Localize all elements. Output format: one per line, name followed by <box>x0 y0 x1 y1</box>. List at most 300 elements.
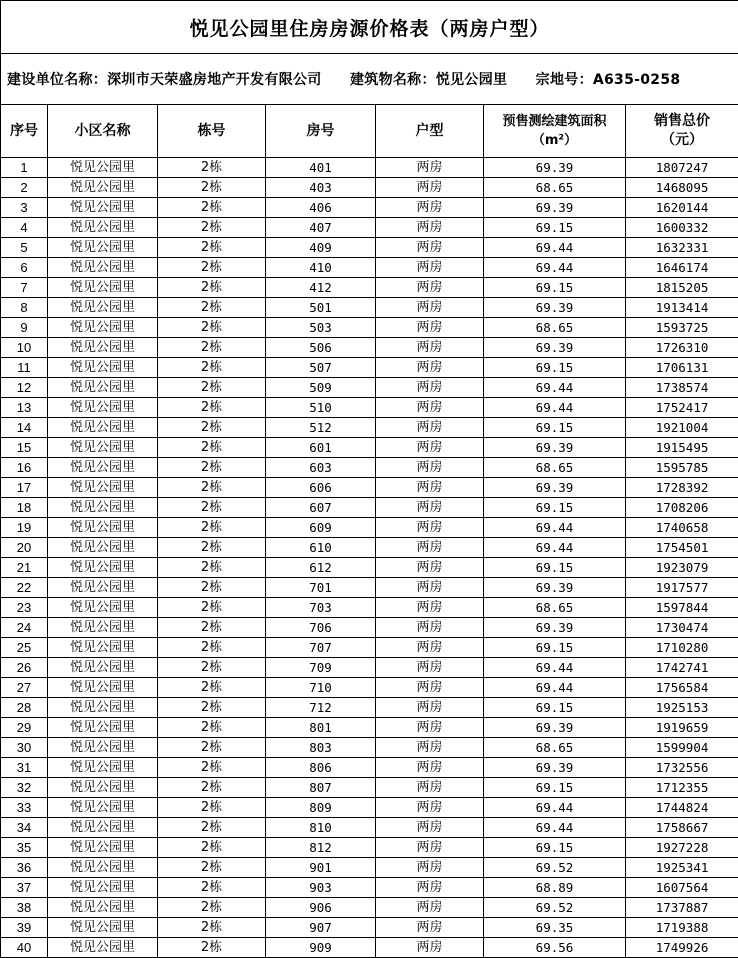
building-label: 建筑物名称： <box>350 72 436 88</box>
cell-layout: 两房 <box>376 698 484 718</box>
cell-room: 707 <box>266 638 376 658</box>
cell-community: 悦见公园里 <box>48 598 158 618</box>
cell-room: 701 <box>266 578 376 598</box>
cell-room: 703 <box>266 598 376 618</box>
table-row <box>1 618 738 638</box>
cell-building: 2栋 <box>158 798 266 818</box>
cell-layout: 两房 <box>376 718 484 738</box>
cell-community: 悦见公园里 <box>48 638 158 658</box>
cell-seq: 27 <box>1 678 48 698</box>
cell-area: 69.15 <box>484 638 626 658</box>
cell-price: 1706131 <box>626 358 738 378</box>
table-row <box>1 378 738 398</box>
cell-area: 69.39 <box>484 198 626 218</box>
table-row <box>1 878 738 898</box>
cell-area: 69.44 <box>484 538 626 558</box>
table-row <box>1 698 738 718</box>
cell-price: 1921004 <box>626 418 738 438</box>
cell-building: 2栋 <box>158 578 266 598</box>
cell-building: 2栋 <box>158 718 266 738</box>
cell-layout: 两房 <box>376 478 484 498</box>
cell-building: 2栋 <box>158 538 266 558</box>
cell-layout: 两房 <box>376 658 484 678</box>
cell-building: 2栋 <box>158 418 266 438</box>
cell-community: 悦见公园里 <box>48 438 158 458</box>
cell-price: 1925341 <box>626 858 738 878</box>
cell-community: 悦见公园里 <box>48 618 158 638</box>
cell-area: 69.52 <box>484 858 626 878</box>
cell-area: 69.44 <box>484 238 626 258</box>
cell-room: 510 <box>266 398 376 418</box>
cell-community: 悦见公园里 <box>48 878 158 898</box>
cell-room: 710 <box>266 678 376 698</box>
cell-area: 69.39 <box>484 618 626 638</box>
cell-price: 1593725 <box>626 318 738 338</box>
table-row <box>1 498 738 518</box>
cell-community: 悦见公园里 <box>48 918 158 938</box>
cell-room: 712 <box>266 698 376 718</box>
cell-community: 悦见公园里 <box>48 738 158 758</box>
cell-community: 悦见公园里 <box>48 258 158 278</box>
cell-room: 612 <box>266 558 376 578</box>
table-row <box>1 178 738 198</box>
cell-room: 606 <box>266 478 376 498</box>
cell-seq: 17 <box>1 478 48 498</box>
table-row <box>1 398 738 418</box>
cell-room: 610 <box>266 538 376 558</box>
cell-price: 1923079 <box>626 558 738 578</box>
cell-building: 2栋 <box>158 838 266 858</box>
cell-seq: 10 <box>1 338 48 358</box>
cell-area: 69.52 <box>484 898 626 918</box>
cell-price: 1726310 <box>626 338 738 358</box>
cell-building: 2栋 <box>158 658 266 678</box>
cell-room: 609 <box>266 518 376 538</box>
cell-price: 1927228 <box>626 838 738 858</box>
table-row <box>1 918 738 938</box>
cell-price: 1468095 <box>626 178 738 198</box>
cell-layout: 两房 <box>376 578 484 598</box>
cell-building: 2栋 <box>158 318 266 338</box>
cell-room: 607 <box>266 498 376 518</box>
cell-seq: 11 <box>1 358 48 378</box>
cell-room: 903 <box>266 878 376 898</box>
cell-room: 401 <box>266 158 376 178</box>
cell-layout: 两房 <box>376 818 484 838</box>
table-row <box>1 538 738 558</box>
cell-layout: 两房 <box>376 298 484 318</box>
cell-layout: 两房 <box>376 778 484 798</box>
table-row <box>1 298 738 318</box>
cell-area: 69.15 <box>484 498 626 518</box>
cell-community: 悦见公园里 <box>48 678 158 698</box>
cell-room: 810 <box>266 818 376 838</box>
cell-layout: 两房 <box>376 458 484 478</box>
cell-layout: 两房 <box>376 418 484 438</box>
cell-layout: 两房 <box>376 198 484 218</box>
cell-seq: 5 <box>1 238 48 258</box>
cell-price: 1756584 <box>626 678 738 698</box>
cell-seq: 38 <box>1 898 48 918</box>
developer-name: 深圳市天荣盛房地产开发有限公司 <box>107 72 322 88</box>
cell-layout: 两房 <box>376 358 484 378</box>
cell-room: 807 <box>266 778 376 798</box>
cell-room: 709 <box>266 658 376 678</box>
cell-community: 悦见公园里 <box>48 578 158 598</box>
cell-community: 悦见公园里 <box>48 838 158 858</box>
header-price <box>626 105 738 158</box>
cell-building: 2栋 <box>158 458 266 478</box>
table-row <box>1 798 738 818</box>
cell-community: 悦见公园里 <box>48 298 158 318</box>
cell-building: 2栋 <box>158 938 266 958</box>
cell-room: 601 <box>266 438 376 458</box>
header-room: 房号 <box>266 105 376 158</box>
cell-building: 2栋 <box>158 638 266 658</box>
table-row <box>1 518 738 538</box>
cell-room: 501 <box>266 298 376 318</box>
table-row <box>1 778 738 798</box>
cell-layout: 两房 <box>376 178 484 198</box>
cell-seq: 39 <box>1 918 48 938</box>
cell-building: 2栋 <box>158 198 266 218</box>
table-row <box>1 838 738 858</box>
table-row <box>1 938 738 958</box>
cell-community: 悦见公园里 <box>48 218 158 238</box>
cell-price: 1710280 <box>626 638 738 658</box>
cell-building: 2栋 <box>158 898 266 918</box>
cell-room: 907 <box>266 918 376 938</box>
cell-seq: 9 <box>1 318 48 338</box>
table-row <box>1 598 738 618</box>
header-area-line2: （m²） <box>484 131 625 150</box>
cell-community: 悦见公园里 <box>48 338 158 358</box>
table-row <box>1 158 738 178</box>
cell-price: 1738574 <box>626 378 738 398</box>
cell-building: 2栋 <box>158 478 266 498</box>
cell-building: 2栋 <box>158 298 266 318</box>
cell-seq: 13 <box>1 398 48 418</box>
cell-room: 507 <box>266 358 376 378</box>
cell-community: 悦见公园里 <box>48 458 158 478</box>
header-community: 小区名称 <box>48 105 158 158</box>
cell-room: 806 <box>266 758 376 778</box>
cell-seq: 30 <box>1 738 48 758</box>
cell-seq: 12 <box>1 378 48 398</box>
cell-room: 812 <box>266 838 376 858</box>
cell-layout: 两房 <box>376 758 484 778</box>
cell-seq: 4 <box>1 218 48 238</box>
cell-price: 1744824 <box>626 798 738 818</box>
cell-price: 1712355 <box>626 778 738 798</box>
cell-room: 909 <box>266 938 376 958</box>
table-row <box>1 818 738 838</box>
cell-price: 1754501 <box>626 538 738 558</box>
table-row <box>1 718 738 738</box>
cell-seq: 1 <box>1 158 48 178</box>
page-title: 悦见公园里住房房源价格表（两房户型） <box>1 1 738 54</box>
header-area-line1: 预售测绘建筑面积 <box>484 112 625 131</box>
cell-layout: 两房 <box>376 678 484 698</box>
cell-price: 1742741 <box>626 658 738 678</box>
table-row <box>1 278 738 298</box>
table-row <box>1 858 738 878</box>
cell-layout: 两房 <box>376 518 484 538</box>
cell-room: 406 <box>266 198 376 218</box>
cell-seq: 6 <box>1 258 48 278</box>
cell-room: 512 <box>266 418 376 438</box>
cell-layout: 两房 <box>376 438 484 458</box>
cell-layout: 两房 <box>376 638 484 658</box>
cell-seq: 14 <box>1 418 48 438</box>
table-row <box>1 638 738 658</box>
cell-price: 1915495 <box>626 438 738 458</box>
cell-layout: 两房 <box>376 158 484 178</box>
cell-area: 69.44 <box>484 258 626 278</box>
cell-price: 1758667 <box>626 818 738 838</box>
cell-layout: 两房 <box>376 838 484 858</box>
cell-room: 801 <box>266 718 376 738</box>
cell-price: 1749926 <box>626 938 738 958</box>
cell-layout: 两房 <box>376 618 484 638</box>
cell-area: 68.65 <box>484 598 626 618</box>
cell-community: 悦见公园里 <box>48 478 158 498</box>
developer-label: 建设单位名称： <box>7 72 107 88</box>
table-row <box>1 738 738 758</box>
cell-seq: 33 <box>1 798 48 818</box>
table-row <box>1 338 738 358</box>
cell-area: 69.44 <box>484 678 626 698</box>
table-row <box>1 198 738 218</box>
cell-community: 悦见公园里 <box>48 178 158 198</box>
cell-room: 901 <box>266 858 376 878</box>
table-row <box>1 898 738 918</box>
cell-seq: 7 <box>1 278 48 298</box>
cell-building: 2栋 <box>158 598 266 618</box>
cell-community: 悦见公园里 <box>48 718 158 738</box>
header-layout: 户型 <box>376 105 484 158</box>
cell-seq: 15 <box>1 438 48 458</box>
cell-area: 69.44 <box>484 798 626 818</box>
cell-seq: 20 <box>1 538 48 558</box>
cell-layout: 两房 <box>376 558 484 578</box>
cell-area: 69.39 <box>484 478 626 498</box>
cell-community: 悦见公园里 <box>48 498 158 518</box>
cell-price: 1632331 <box>626 238 738 258</box>
cell-price: 1752417 <box>626 398 738 418</box>
header-seq: 序号 <box>1 105 48 158</box>
cell-layout: 两房 <box>376 738 484 758</box>
cell-price: 1620144 <box>626 198 738 218</box>
cell-building: 2栋 <box>158 878 266 898</box>
cell-community: 悦见公园里 <box>48 698 158 718</box>
cell-area: 69.39 <box>484 298 626 318</box>
cell-layout: 两房 <box>376 538 484 558</box>
cell-seq: 26 <box>1 658 48 678</box>
cell-price: 1599904 <box>626 738 738 758</box>
cell-seq: 40 <box>1 938 48 958</box>
cell-community: 悦见公园里 <box>48 558 158 578</box>
table-row <box>1 758 738 778</box>
parcel-number: A635-0258 <box>593 72 681 88</box>
header-price-line2: （元） <box>626 131 738 150</box>
cell-area: 69.39 <box>484 158 626 178</box>
cell-seq: 8 <box>1 298 48 318</box>
table-row <box>1 578 738 598</box>
table-row <box>1 258 738 278</box>
cell-area: 69.44 <box>484 818 626 838</box>
cell-community: 悦见公园里 <box>48 538 158 558</box>
cell-area: 68.65 <box>484 178 626 198</box>
table-row <box>1 478 738 498</box>
cell-layout: 两房 <box>376 498 484 518</box>
cell-building: 2栋 <box>158 258 266 278</box>
table-row <box>1 218 738 238</box>
cell-price: 1607564 <box>626 878 738 898</box>
cell-community: 悦见公园里 <box>48 198 158 218</box>
cell-building: 2栋 <box>158 158 266 178</box>
cell-layout: 两房 <box>376 598 484 618</box>
cell-area: 69.35 <box>484 918 626 938</box>
cell-layout: 两房 <box>376 918 484 938</box>
cell-price: 1708206 <box>626 498 738 518</box>
cell-layout: 两房 <box>376 858 484 878</box>
cell-layout: 两房 <box>376 258 484 278</box>
cell-seq: 34 <box>1 818 48 838</box>
header-building: 栋号 <box>158 105 266 158</box>
cell-seq: 37 <box>1 878 48 898</box>
cell-room: 506 <box>266 338 376 358</box>
cell-community: 悦见公园里 <box>48 658 158 678</box>
cell-building: 2栋 <box>158 678 266 698</box>
cell-area: 69.39 <box>484 758 626 778</box>
cell-building: 2栋 <box>158 698 266 718</box>
cell-building: 2栋 <box>158 398 266 418</box>
cell-seq: 23 <box>1 598 48 618</box>
cell-building: 2栋 <box>158 278 266 298</box>
cell-price: 1730474 <box>626 618 738 638</box>
cell-area: 69.44 <box>484 398 626 418</box>
cell-area: 69.15 <box>484 278 626 298</box>
cell-layout: 两房 <box>376 238 484 258</box>
table-row <box>1 418 738 438</box>
cell-community: 悦见公园里 <box>48 938 158 958</box>
cell-seq: 36 <box>1 858 48 878</box>
cell-area: 69.15 <box>484 218 626 238</box>
cell-price: 1740658 <box>626 518 738 538</box>
header-row <box>1 105 738 158</box>
cell-community: 悦见公园里 <box>48 778 158 798</box>
cell-seq: 25 <box>1 638 48 658</box>
cell-price: 1595785 <box>626 458 738 478</box>
project-info <box>1 54 738 105</box>
cell-area: 69.44 <box>484 658 626 678</box>
cell-community: 悦见公园里 <box>48 518 158 538</box>
cell-community: 悦见公园里 <box>48 158 158 178</box>
cell-building: 2栋 <box>158 238 266 258</box>
cell-layout: 两房 <box>376 798 484 818</box>
cell-room: 409 <box>266 238 376 258</box>
cell-building: 2栋 <box>158 338 266 358</box>
cell-seq: 35 <box>1 838 48 858</box>
cell-layout: 两房 <box>376 318 484 338</box>
cell-area: 69.15 <box>484 358 626 378</box>
cell-price: 1925153 <box>626 698 738 718</box>
cell-area: 69.44 <box>484 518 626 538</box>
cell-community: 悦见公园里 <box>48 858 158 878</box>
cell-room: 410 <box>266 258 376 278</box>
cell-community: 悦见公园里 <box>48 278 158 298</box>
cell-price: 1737887 <box>626 898 738 918</box>
cell-area: 68.65 <box>484 458 626 478</box>
cell-building: 2栋 <box>158 438 266 458</box>
cell-community: 悦见公园里 <box>48 798 158 818</box>
cell-community: 悦见公园里 <box>48 378 158 398</box>
cell-community: 悦见公园里 <box>48 818 158 838</box>
cell-building: 2栋 <box>158 738 266 758</box>
cell-community: 悦见公园里 <box>48 358 158 378</box>
table-row <box>1 438 738 458</box>
cell-area: 68.65 <box>484 738 626 758</box>
cell-price: 1597844 <box>626 598 738 618</box>
cell-area: 69.39 <box>484 338 626 358</box>
cell-price: 1600332 <box>626 218 738 238</box>
cell-area: 68.89 <box>484 878 626 898</box>
cell-area: 68.65 <box>484 318 626 338</box>
cell-layout: 两房 <box>376 898 484 918</box>
cell-community: 悦见公园里 <box>48 898 158 918</box>
cell-price: 1719388 <box>626 918 738 938</box>
cell-seq: 32 <box>1 778 48 798</box>
header-area <box>484 105 626 158</box>
cell-area: 69.15 <box>484 778 626 798</box>
cell-seq: 18 <box>1 498 48 518</box>
cell-layout: 两房 <box>376 378 484 398</box>
cell-price: 1917577 <box>626 578 738 598</box>
cell-building: 2栋 <box>158 378 266 398</box>
cell-area: 69.39 <box>484 718 626 738</box>
table-row <box>1 678 738 698</box>
cell-building: 2栋 <box>158 358 266 378</box>
cell-price: 1646174 <box>626 258 738 278</box>
cell-seq: 2 <box>1 178 48 198</box>
cell-building: 2栋 <box>158 758 266 778</box>
cell-area: 69.39 <box>484 438 626 458</box>
cell-price: 1815205 <box>626 278 738 298</box>
cell-room: 803 <box>266 738 376 758</box>
cell-building: 2栋 <box>158 518 266 538</box>
cell-price: 1919659 <box>626 718 738 738</box>
cell-area: 69.15 <box>484 558 626 578</box>
cell-building: 2栋 <box>158 818 266 838</box>
cell-seq: 29 <box>1 718 48 738</box>
cell-room: 509 <box>266 378 376 398</box>
cell-layout: 两房 <box>376 218 484 238</box>
cell-layout: 两房 <box>376 938 484 958</box>
cell-room: 809 <box>266 798 376 818</box>
table-row <box>1 318 738 338</box>
cell-seq: 19 <box>1 518 48 538</box>
cell-price: 1913414 <box>626 298 738 318</box>
cell-community: 悦见公园里 <box>48 398 158 418</box>
cell-room: 403 <box>266 178 376 198</box>
cell-price: 1728392 <box>626 478 738 498</box>
cell-seq: 22 <box>1 578 48 598</box>
cell-seq: 3 <box>1 198 48 218</box>
building-name: 悦见公园里 <box>436 72 508 88</box>
cell-community: 悦见公园里 <box>48 238 158 258</box>
cell-room: 503 <box>266 318 376 338</box>
